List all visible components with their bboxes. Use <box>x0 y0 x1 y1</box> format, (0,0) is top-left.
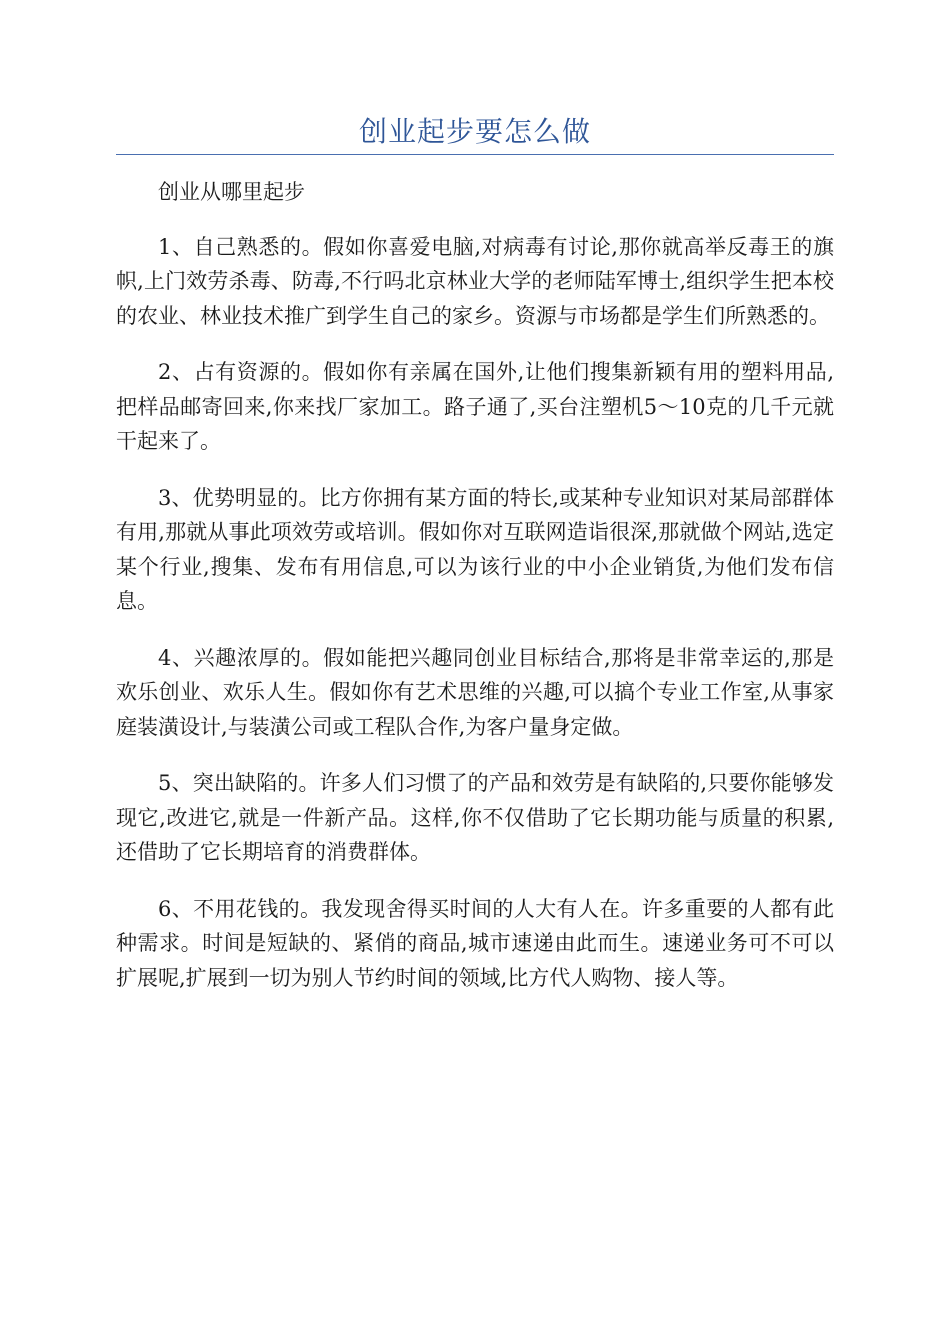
paragraph-3: 3、优势明显的。比方你拥有某方面的特长,或某种专业知识对某局部群体有用,那就从事此项效劳或培训。假如你对互联网造诣很深,那就做个网站,选定某个行业,搜集、发布有用信息,可以为该行业的中小企业销货,为他们发布信息。 <box>116 485 834 613</box>
paragraph-2: 2、占有资源的。假如你有亲属在国外,让他们搜集新颖有用的塑料用品,把样品邮寄回来,你来找厂家加工。路子通了,买台注塑机5～10克的几千元就干起来了。 <box>116 360 834 453</box>
paragraph-1: 1、自己熟悉的。假如你喜爱电脑,对病毒有讨论,那你就高举反毒王的旗帜,上门效劳杀毒、防毒,不行吗北京林业大学的老师陆军博士,组织学生把本校的农业、林业技术推广到学生自己的家乡。资源与市场都是学生们所熟悉的。 <box>116 234 834 328</box>
document-body <box>116 175 834 1017</box>
section-heading: 创业从哪里起步 <box>158 180 305 204</box>
paragraph-4: 4、兴趣浓厚的。假如能把兴趣同创业目标结合,那将是非常幸运的,那是欢乐创业、欢乐人生。假如你有艺术思维的兴趣,可以搞个专业工作室,从事家庭装潢设计,与装潢公司或工程队合作,为客户量身定做。 <box>116 645 834 739</box>
document-title: 创业起步要怎么做 <box>358 115 591 148</box>
paragraph-5: 5、突出缺陷的。许多人们习惯了的产品和效劳是有缺陷的,只要你能够发现它,改进它,就是一件新产品。这样,你不仅借助了它长期功能与质量的积累,还借助了它长期培育的消费群体。 <box>116 771 834 864</box>
title-underline <box>116 154 834 155</box>
paragraph-6: 6、不用花钱的。我发现舍得买时间的人大有人在。许多重要的人都有此种需求。时间是短缺的、紧俏的商品,城市速递由此而生。速递业务可不可以扩展呢,扩展到一切为别人节约时间的领域,比方代人购物、接人等。 <box>116 896 834 990</box>
